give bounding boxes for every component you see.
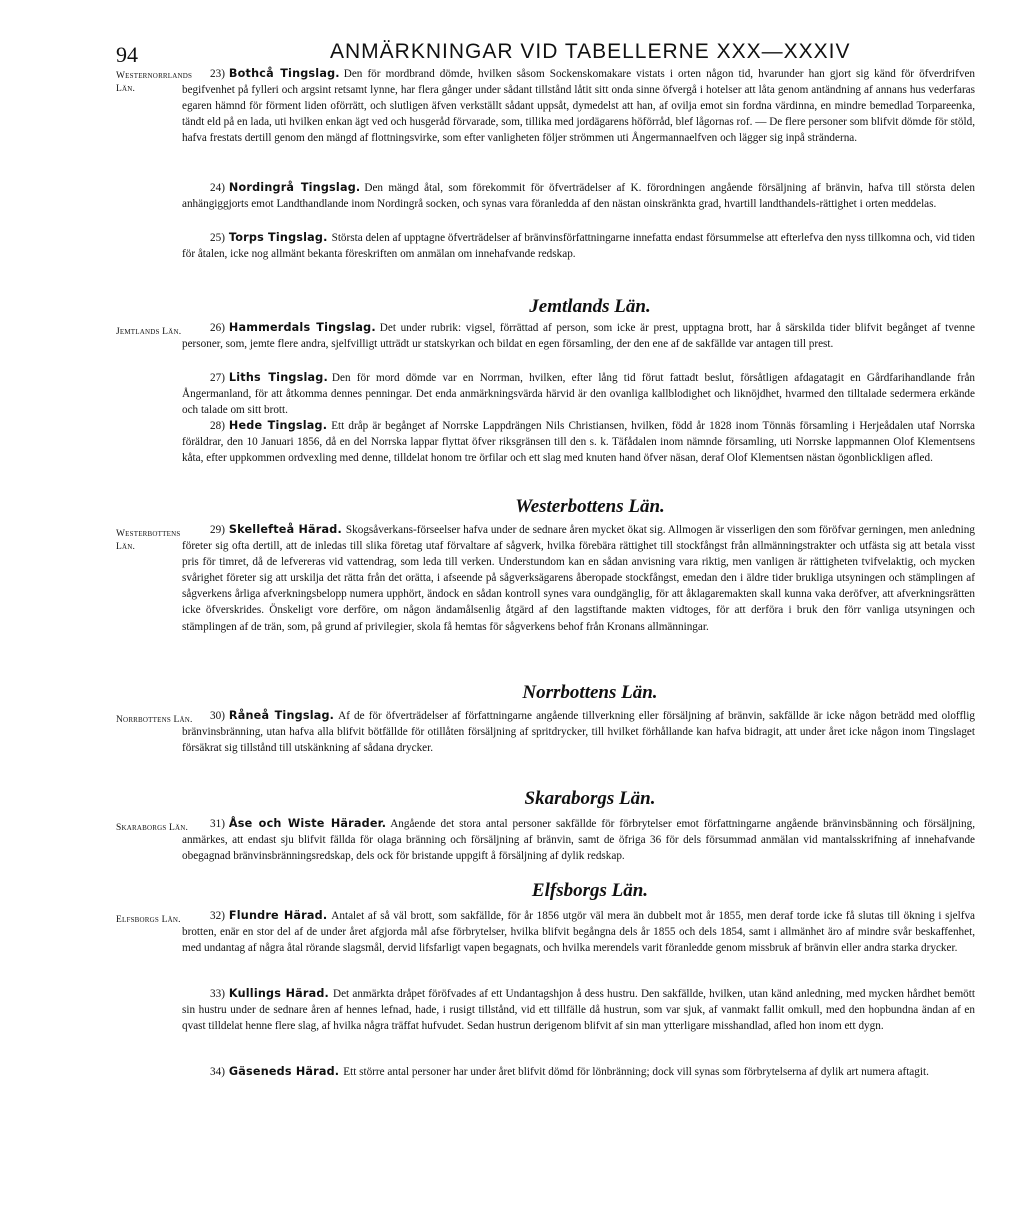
entry-place: Flundre Härad. xyxy=(228,909,328,922)
entry-place: Skellefteå Härad. xyxy=(228,523,342,536)
entry-text: Ett dråp är begånget af Norrske Lappdrängen Nils Christiansen, hvilken, född år 1828 inom Tönnäs församling i Herjeådalen utaf Norrska föräldrar, den 10 Januari 1856, då en del Norrska lappar flyttat öfver riksgränsen till den s. k. Täfådalen inom nämnde församling, uti Norrske lappmannen Olof Klementsens kåta, efter uppkommen ordvexling med denne, tilldelat honom tre örfilar och ett slag med knuten hand öfver näsan, deraf Olof Klementsen nästan ögonblickligen afled. xyxy=(182,420,976,465)
entry-place: Liths Tingslag. xyxy=(228,371,328,384)
section-title-norrbotten: Norrbottens Län. xyxy=(522,682,658,703)
entry-text: Det anmärkta dråpet föröfvades af ett Undantagshjon å dess hustru. Den sakfällde, hvilken, utan känd anledning, med mycken hårdhet bemött sin hustru under de sednare åren af hennes lefnad, hade, i rusigt tillstånd, vid ett tillfälle då hustrun, som var sjuk, af vanmakt fallit omkull, med den hopbundna ändan af en qvast tilldelat henne flere slag, af hvilka några träffat hufvudet. Sedan hustrun derigenom blifvit af sin man ytterligare misshandlad, afled hon inom ett dygn. xyxy=(182,988,975,1033)
entry-place: Hammerdals Tingslag. xyxy=(228,321,376,334)
entry-number: 31) xyxy=(210,818,225,830)
margin-note-elfsborg: Elfsborgs Län. xyxy=(116,915,181,925)
entry-number: 28) xyxy=(210,420,225,432)
entry-text: Det under rubrik: vigsel, förrättad af person, som icke är prest, upptagna brott, har å särskilda tider blifvit begånget af tvenne personer, som, jemte flere andra, sjelfvilligt utträdt ur statskyrkan och bildat en egen församling, der den ene af de sakfällde var antagen till prest. xyxy=(182,322,975,351)
entry-place: Torps Tingslag. xyxy=(228,231,328,244)
section-title-westerbotten: Westerbottens Län. xyxy=(515,496,665,517)
entry-number: 34) xyxy=(210,1066,225,1078)
entry-32 xyxy=(182,908,975,956)
entry-text: Den mängd åtal, som förekommit för öfverträdelser af K. förordningen angående försäljning af bränvin, hafva till största delen anhängiggjorts emot Landthandlande inom Nordingrå socken, och synas vara föranledda af den nästan oinskränkta grad, hvartill landthandels-rättighet i orten meddelas. xyxy=(182,182,975,211)
entry-text: Den för mord dömde var en Norrman, hvilken, efter lång tid förut fattadt beslut, försåtligen afdagatagit en Gårdfarihandlande från Ångermanland, för att åtkomma dennes penningar. Det enda anmärkningsvärda härvid är den ovanliga kallblodighet och liknöjdhet, hvarmed den tilltalade sedermera erkände och talade om sitt brott. xyxy=(182,372,976,417)
section-title-elfsborg: Elfsborgs Län. xyxy=(531,880,649,901)
entry-34 xyxy=(182,1064,975,1080)
margin-note-skaraborg: Skaraborgs Län. xyxy=(116,823,189,833)
entry-place: Kullings Härad. xyxy=(228,987,330,1000)
entry-number: 32) xyxy=(210,910,225,922)
entry-place: Hede Tingslag. xyxy=(228,419,328,432)
section-title-jemtland: Jemtlands Län. xyxy=(529,296,651,317)
entry-number: 23) xyxy=(210,68,225,80)
entry-place: Nordingrå Tingslag. xyxy=(228,181,361,194)
entry-30 xyxy=(182,708,975,756)
running-head: ANMÄRKNINGAR VID TABELLERNE XXX—XXXIV xyxy=(330,40,851,63)
entry-25 xyxy=(182,230,975,262)
entry-29 xyxy=(182,522,975,635)
margin-note-jemtland: Jemtlands Län. xyxy=(116,327,182,337)
entry-number: 30) xyxy=(210,710,225,722)
entry-number: 33) xyxy=(210,988,225,1000)
entry-text: Största delen af upptagne öfverträdelser af bränvinsförfattningarne innefatta endast försummelse att efterlefva den nyss tillkomna och, vid tiden för åtalen, icke nog allmänt bekanta föreskriften om anmälan om innehafvande redskap. xyxy=(182,232,975,261)
entry-text: Af de för öfverträdelser af författningarne angående tillverkning eller försäljning af bränvin, sakfällde är icke någon beträdd med olofflig bränvinsbränning, utan hafva alla blifvit bötfällde för otillåten försäljning af spritdrycker, till hvilket förhållande kan hafva bidragit, att under året icke någon inom Tingslaget försäkrat sig tillstånd till utskänkning af sådana drycker. xyxy=(182,710,975,755)
page-number: 94 xyxy=(116,42,138,67)
entry-place: Åse och Wiste Härader. xyxy=(228,817,387,830)
entry-24 xyxy=(182,180,975,212)
entry-27 xyxy=(182,370,975,418)
entry-33 xyxy=(182,986,975,1034)
entry-26 xyxy=(182,320,975,352)
entry-text: Den för mordbrand dömde, hvilken såsom Sockenskomakare vistats i orten någon tid, hvarunder han gjort sig känd för öfverdrifven begifvenhet på fylleri och argsint retsamt lynne, har flera gånger under sådant tillstånd låtit sitt onda sinne öfvergå i hotelser att låta genom antändning af annans hus vederfaras egaren hämnd för förment liden oförrätt, och slutligen äfven verkställt sådant uppsåt, dymedelst att han, af ovilja emot sin fordna värdinna, en mindre bemedlad Torpareenka, tändt eld på en lada, uti hvilken enkan ägt ved och husgeråd förvarade, som, tillika med jordägarens höförråd, blef lågornas rof. — De flere personer som blifvit dömde för stöld, hafva frestats dertill genom den mängd af flottningsvirke, som efter vanligheten följer strömmen uti Ångermannaelfven och lägger sig inpå stränderna. xyxy=(182,68,975,145)
entry-text: Angående det stora antal personer sakfällde för förbrytelser emot författningarne angående bränvinsbänning och försäljning, anmärkes, att endast sju blifvit fällda för olaga bränning och försäljning af bränvin, samt de öfriga 36 för dels försummad anmälan vid mantalsskrifning af innehafvande obegagnad bränvinsbränningsredskap, dels ock för bristande uppgift å försäljning af dylik redskap. xyxy=(182,818,975,863)
entry-number: 26) xyxy=(210,322,225,334)
entry-number: 25) xyxy=(210,232,225,244)
entry-place: Gäseneds Härad. xyxy=(228,1065,340,1078)
entry-text: Skogsåverkans-förseelser hafva under de sednare åren mycket ökat sig. Allmogen är visserligen den som föröfvar gerningen, men anledning företer sig ofta dertill, att de inledas till slika företag utaf förvaltare af sågverk, hvilka förebära rättighet till stockfångst från allmänningstrakter och utfästa sig att betala visst pris för timret, då de lefvereras vid vattendrag, som leda till verken. Understundom kan en sådan anvisning vara riktig, men vanligen är rättigheten tvifvelaktig, och mycken svårighet företer sig att urskilja det rätta från det orätta, i afseende på sågverksägarens åberopade stockfångst, emedan den i äldre tider brukliga utsyningen och stämplingen af sågverkens årliga afverkningsbelopp numera upphört, ändock en sådan kontroll synes vara oundgänglig, för att åklagaremakten skall kunna vaka deröfver, att afverkningsrätten icke öfverskrides. Önskeligt vore derföre, om någon ändamålsenlig åtgärd af den lagstiftande makten vidtoges, för att derföra i bruk den förr vanliga utsyningen och stämplingen af de trän, som, på grund af privilegier, skola få hemtas för sågverkens behof från Kronans allmänningar. xyxy=(182,524,975,633)
entry-text: Ett större antal personer har under året blifvit dömd för lönbränning; dock vill synas som förbrytelserna af dylik art numera aftagit. xyxy=(343,1066,929,1078)
entry-place: Bothcå Tingslag. xyxy=(228,67,340,80)
entry-31 xyxy=(182,816,975,864)
entry-23 xyxy=(182,66,975,146)
entry-text: Antalet af så väl brott, som sakfällde, för år 1856 utgör väl mera än dubbelt mot år 1855, men deraf torde icke få slutas till ökning i sjelfva brotten, enär en stor del af de under året afgjorda mål afse förbrytelser, hvilka blifvit begångna dels år 1855 och dels 1854, samt i allmänhet äro af mindre svår beskaffenhet, med undantag af några åtal rörande slagsmål, dervid lifsfarligt vapen begagnats, och hvilka merendels varit föranledde genom missbruk af bränvin eller andra starka drycker. xyxy=(182,910,976,955)
entry-number: 29) xyxy=(210,524,225,536)
entry-number: 24) xyxy=(210,182,225,194)
entry-place: Råneå Tingslag. xyxy=(228,709,335,722)
entry-number: 27) xyxy=(210,372,225,384)
margin-note-norrbotten: Norrbottens Län. xyxy=(116,715,193,725)
margin-note-westerbotten: Westerbottens Län. xyxy=(116,529,181,552)
section-title-skaraborg: Skaraborgs Län. xyxy=(524,788,656,809)
entry-28 xyxy=(182,418,975,466)
margin-note-westernorrland: Westernorrlands Län. xyxy=(116,71,193,94)
